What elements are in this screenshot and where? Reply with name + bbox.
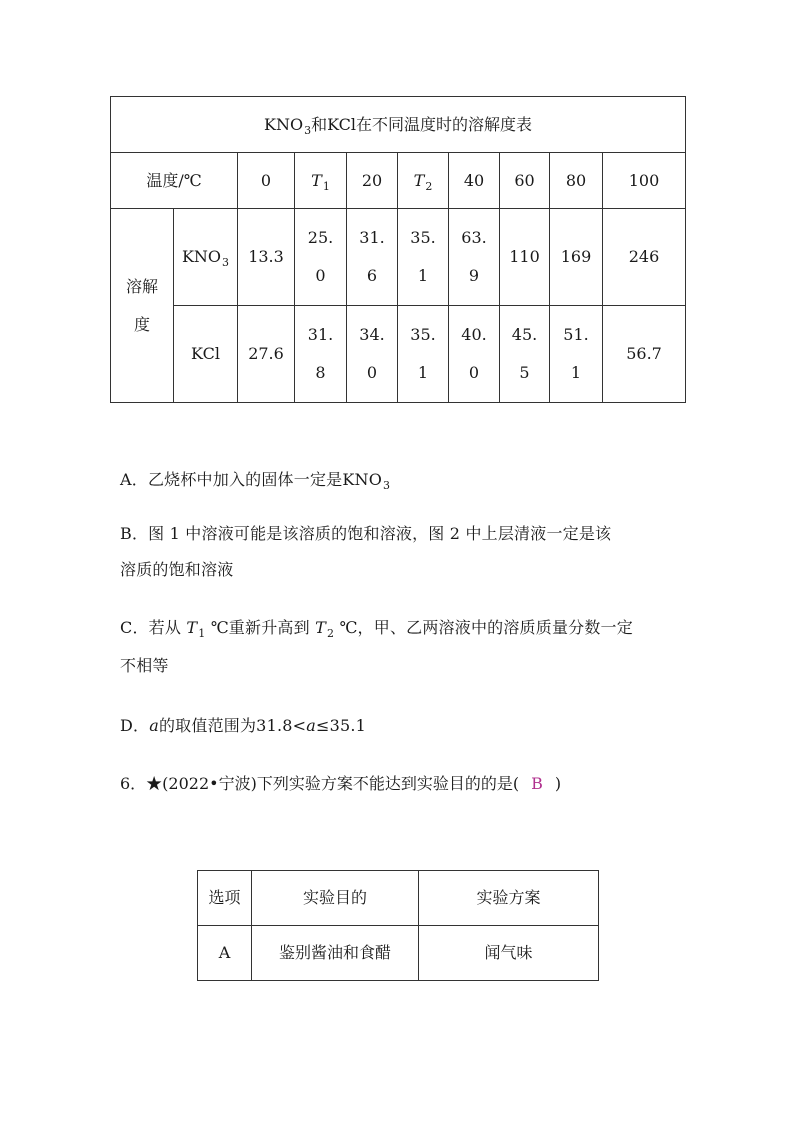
value-cell: 45. 5	[500, 306, 550, 403]
substance-kno3: $KNO_3$	[174, 209, 238, 306]
value-cell: 110	[500, 209, 550, 306]
option-a: A．乙烧杯中加入的固体一定是$KNO_3$	[120, 470, 391, 492]
table-row	[111, 209, 686, 306]
value-cell: 51. 1	[550, 306, 603, 403]
value-cell: 35. 1	[398, 209, 449, 306]
temp-cell: 100	[603, 153, 686, 209]
value-cell: 13.3	[238, 209, 295, 306]
option-b: B．图 1 中溶液可能是该溶质的饱和溶液，图 2 中上层清液一定是该 溶质的饱和溶液	[120, 524, 612, 579]
question-6: 6．★(2022•宁波)下列实验方案不能达到实验目的的是( B )	[120, 766, 680, 802]
value-cell: 246	[603, 209, 686, 306]
option-cell: A	[198, 926, 252, 981]
value-cell: 169	[550, 209, 603, 306]
question-6-text: 6．★(2022•宁波)下列实验方案不能达到实验目的的是(	[120, 774, 520, 793]
solubility-row-header: 溶解 度	[111, 209, 174, 403]
value-cell: 34. 0	[347, 306, 398, 403]
experiment-table	[197, 870, 599, 981]
temp-cell: 40	[449, 153, 500, 209]
table-title: $KNO_3$和KCl在不同温度时的溶解度表	[111, 97, 686, 153]
method-cell: 闻气味	[419, 926, 599, 981]
temperature-row	[111, 153, 686, 209]
purpose-cell: 鉴别酱油和食醋	[252, 926, 419, 981]
solubility-table	[110, 96, 686, 403]
temp-cell: $T_1$	[295, 153, 347, 209]
value-cell: 25. 0	[295, 209, 347, 306]
answer-mark: B	[531, 774, 543, 793]
temp-cell: 20	[347, 153, 398, 209]
value-cell: 63. 9	[449, 209, 500, 306]
header-cell: 实验方案	[419, 871, 599, 926]
value-cell: 56.7	[603, 306, 686, 403]
substance-kcl: KCl	[174, 306, 238, 403]
temp-cell: 0	[238, 153, 295, 209]
value-cell: 31. 8	[295, 306, 347, 403]
temperature-label: 温度/℃	[111, 153, 238, 209]
value-cell: 35. 1	[398, 306, 449, 403]
table-row	[198, 926, 599, 981]
table-row	[111, 306, 686, 403]
value-cell: 27.6	[238, 306, 295, 403]
temp-cell: 80	[550, 153, 603, 209]
value-cell: 40. 0	[449, 306, 500, 403]
option-d: D．a的取值范围为31.8<a≤35.1	[120, 716, 366, 735]
option-c: C．若从 $T_1$ ℃重新升高到 $T_2$ ℃，甲、乙两溶液中的溶质质量分数一定 不相等	[120, 618, 633, 675]
experiment-header-row	[198, 871, 599, 926]
temp-cell: $T_2$	[398, 153, 449, 209]
header-cell: 选项	[198, 871, 252, 926]
header-cell: 实验目的	[252, 871, 419, 926]
temp-cell: 60	[500, 153, 550, 209]
value-cell: 31. 6	[347, 209, 398, 306]
